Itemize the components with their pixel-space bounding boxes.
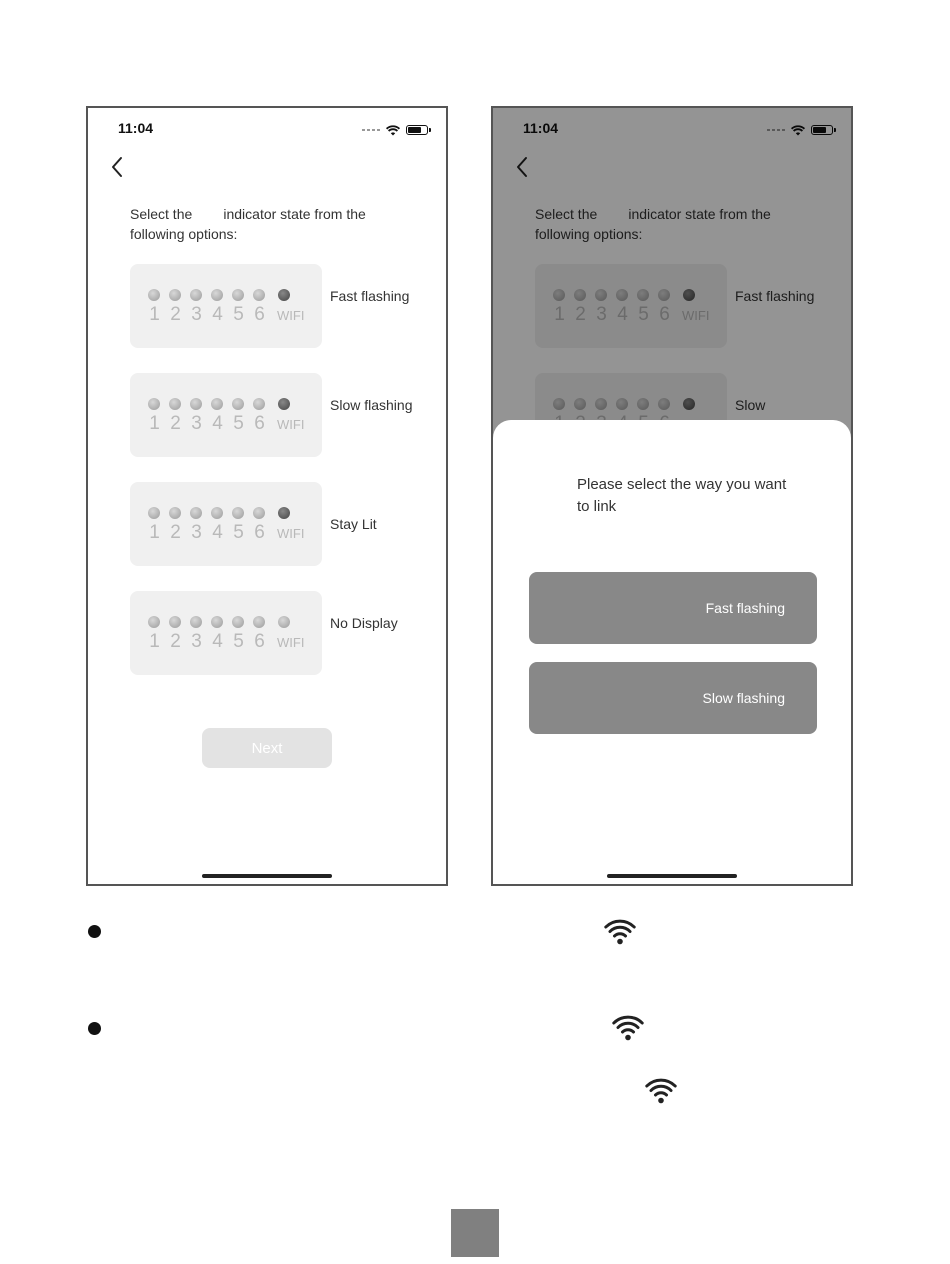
led-number: 4	[212, 522, 223, 543]
led-number: 2	[170, 413, 181, 434]
led-number: 3	[191, 304, 202, 325]
led-number-row	[147, 304, 304, 326]
instruction-text: Select the indicator state from the following options:	[535, 206, 775, 242]
wifi-label: WIFI	[277, 417, 305, 432]
wifi-label: WIFI	[277, 635, 305, 650]
option-label: No Display	[330, 615, 398, 631]
led-number: 4	[212, 304, 223, 325]
led-number: 6	[659, 304, 670, 325]
led-number: 5	[233, 631, 244, 652]
led-number: 5	[233, 304, 244, 325]
led-number: 6	[254, 631, 265, 652]
led-number-row	[147, 631, 304, 653]
led-icon	[190, 289, 202, 301]
led-icon	[211, 507, 223, 519]
indicator-panel	[130, 591, 322, 675]
led-number: 3	[191, 413, 202, 434]
led-icon	[148, 616, 160, 628]
sheet-title: Please select the way you want to link	[577, 476, 787, 515]
led-number: 4	[212, 631, 223, 652]
led-number: 3	[191, 522, 202, 543]
led-icon	[169, 616, 181, 628]
fast-flashing-button[interactable]: Fast flashing	[529, 572, 817, 644]
led-number: 1	[554, 304, 565, 325]
cellular-signal-icon	[362, 129, 380, 131]
indicator-panel	[130, 264, 322, 348]
led-number: 2	[170, 522, 181, 543]
bullet-icon	[88, 925, 101, 938]
led-icon	[232, 616, 244, 628]
slow-flashing-button[interactable]: Slow flashing	[529, 662, 817, 734]
led-icon	[253, 398, 265, 410]
led-icon	[232, 289, 244, 301]
led-number: 2	[170, 304, 181, 325]
status-bar	[88, 120, 446, 140]
status-time: 11:04	[523, 120, 559, 136]
phone-screen-link-sheet	[491, 106, 853, 886]
status-time: 11:04	[118, 120, 154, 136]
led-icon	[148, 398, 160, 410]
led-icon	[232, 507, 244, 519]
next-button[interactable]: Next	[202, 728, 332, 768]
wifi-label: WIFI	[277, 526, 305, 541]
led-row	[148, 507, 290, 519]
led-number: 3	[596, 304, 607, 325]
indicator-option[interactable]	[130, 373, 420, 457]
led-number: 2	[170, 631, 181, 652]
bullet-icon	[88, 1022, 101, 1035]
led-icon	[253, 289, 265, 301]
led-icon	[169, 507, 181, 519]
led-number: 5	[233, 522, 244, 543]
option-label: Stay Lit	[330, 516, 377, 532]
led-number: 1	[149, 413, 160, 434]
led-icon	[169, 289, 181, 301]
option-label: Fast flashing	[735, 288, 815, 304]
option-label: Slow	[735, 397, 766, 413]
led-number: 1	[149, 522, 160, 543]
led-number: 5	[638, 304, 649, 325]
led-icon	[211, 398, 223, 410]
led-number: 5	[233, 413, 244, 434]
led-icon	[232, 398, 244, 410]
led-number: 3	[191, 631, 202, 652]
back-button[interactable]	[102, 152, 132, 182]
led-number: 1	[149, 631, 160, 652]
wifi-led-icon	[278, 398, 290, 410]
led-number: 2	[575, 304, 586, 325]
home-indicator	[202, 874, 332, 878]
wifi-icon	[645, 1078, 677, 1104]
led-number: 6	[254, 413, 265, 434]
led-icon	[211, 616, 223, 628]
led-icon	[253, 616, 265, 628]
indicator-panel	[130, 373, 322, 457]
wifi-signal-icon	[386, 125, 400, 136]
indicator-option[interactable]	[130, 482, 420, 566]
indicator-panel	[130, 482, 322, 566]
led-icon	[190, 507, 202, 519]
option-label: Slow flashing	[330, 397, 413, 413]
wifi-label: WIFI	[682, 308, 710, 323]
led-icon	[148, 289, 160, 301]
led-icon	[211, 289, 223, 301]
wifi-icon	[612, 1015, 644, 1041]
led-number-row	[147, 413, 304, 435]
led-row	[148, 616, 290, 628]
led-number: 4	[212, 413, 223, 434]
battery-icon	[406, 125, 428, 135]
link-method-sheet	[493, 420, 851, 884]
chevron-left-icon	[110, 156, 124, 178]
indicator-option[interactable]	[130, 264, 420, 348]
led-number-row	[147, 522, 304, 544]
option-label: Fast flashing	[330, 288, 410, 304]
led-number: 1	[149, 304, 160, 325]
wifi-icon	[604, 919, 636, 945]
led-number: 4	[617, 304, 628, 325]
wifi-led-icon	[278, 616, 290, 628]
wifi-led-icon	[278, 289, 290, 301]
status-icons	[362, 124, 428, 136]
led-icon	[148, 507, 160, 519]
led-icon	[190, 398, 202, 410]
led-row	[148, 289, 290, 301]
led-row	[148, 398, 290, 410]
phone-screen-options	[86, 106, 448, 886]
instruction-text: Select the indicator state from the following options:	[130, 206, 370, 242]
led-number: 6	[254, 522, 265, 543]
home-indicator	[607, 874, 737, 878]
wifi-led-icon	[278, 507, 290, 519]
led-icon	[169, 398, 181, 410]
wifi-label: WIFI	[277, 308, 305, 323]
led-icon	[190, 616, 202, 628]
page-number-tab	[451, 1209, 499, 1257]
indicator-option[interactable]	[130, 591, 420, 675]
led-icon	[253, 507, 265, 519]
led-number: 6	[254, 304, 265, 325]
